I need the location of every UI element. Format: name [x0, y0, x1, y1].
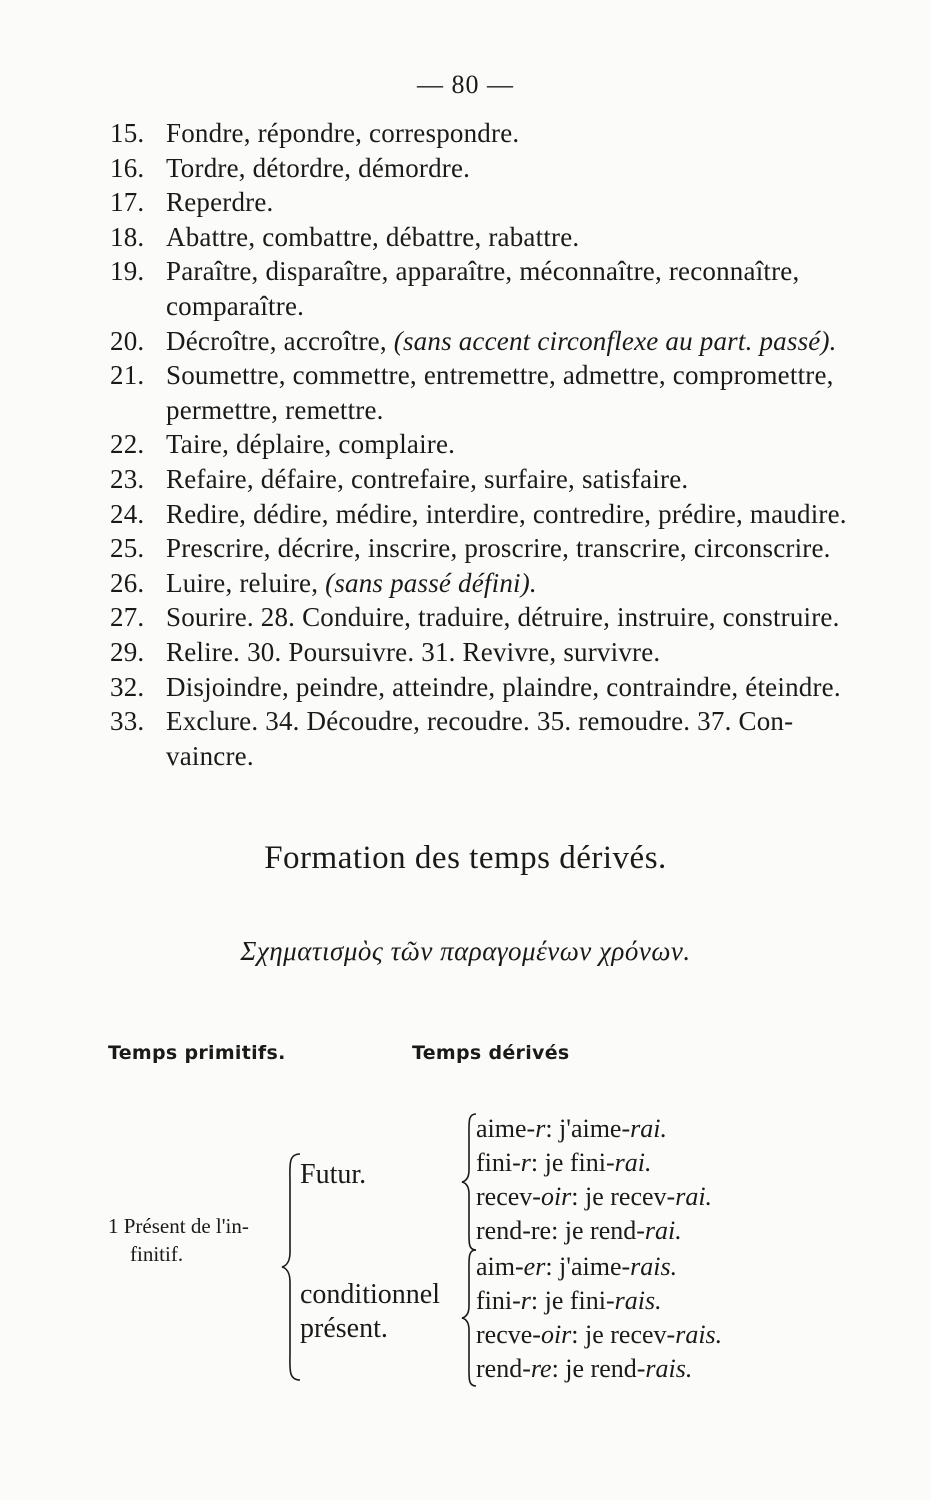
item-text: Exclure. 34. Découdre, recoudre. 35. remoudre. 37. Con- [166, 706, 794, 737]
left-brace [280, 1152, 302, 1382]
infinitive-stem: rend- [476, 1354, 531, 1383]
item-number: 20. [110, 325, 145, 356]
item-text: Décroître, accroître, [166, 325, 394, 356]
present-label-line: présent. [300, 1313, 388, 1344]
item-text: Taire, déplaire, complaire. [166, 429, 456, 460]
list-item [110, 358, 890, 393]
section-title: Formation des temps dérivés. [264, 840, 667, 876]
tense-suffix: rai. [614, 1148, 652, 1177]
conjugation-row [476, 1214, 896, 1248]
conjugated-stem: : je rend- [551, 1216, 645, 1245]
infinitive-ending: re [530, 1354, 552, 1383]
tense-suffix: rais. [675, 1320, 723, 1349]
infinitive-ending: r [520, 1286, 531, 1315]
item-text: Redire, dédire, médire, interdire, contredire, prédire, maudire. [166, 498, 847, 529]
item-text: Refaire, défaire, contrefaire, surfaire, satisfaire. [166, 463, 689, 494]
item-note: (sans passé défini). [325, 567, 537, 598]
item-number: 18. [110, 221, 145, 252]
item-text: Fondre, répondre, correspondre. [166, 118, 520, 148]
item-text: Tordre, détordre, démordre. [166, 152, 471, 183]
item-number: 29. [110, 636, 145, 667]
infinitive-ending: er [523, 1252, 546, 1281]
list-item-continuation [110, 289, 890, 324]
infinitive-stem: fini- [476, 1148, 521, 1177]
conjugation-row [476, 1284, 896, 1318]
conjugation-row [476, 1352, 896, 1386]
infinitive-ending: r [535, 1114, 546, 1143]
conjugated-stem: : j'aime- [545, 1252, 631, 1281]
conjugation-row [476, 1180, 896, 1214]
item-number: 24. [110, 498, 145, 529]
page-number: — 80 — [417, 70, 514, 99]
item-text: Sourire. 28. Conduire, traduire, détruire, instruire, construire. [166, 602, 840, 633]
item-number: 17. [110, 187, 145, 218]
conjugated-stem: : j'aime- [545, 1114, 631, 1143]
conjugated-stem: : je recev- [571, 1182, 676, 1211]
conjugation-row [476, 1146, 896, 1180]
item-number: 23. [110, 463, 145, 494]
tense-suffix: rai. [644, 1216, 682, 1245]
list-item [110, 185, 890, 220]
item-number: 19. [110, 256, 145, 287]
list-item [110, 116, 890, 151]
list-item [110, 151, 890, 186]
tense-suffix: rais. [645, 1354, 693, 1383]
infinitive-ending: oir [540, 1182, 572, 1211]
item-text: Luire, reluire, [166, 567, 326, 598]
item-number: 22. [110, 429, 145, 460]
conditionnel-label-line: conditionnel [300, 1279, 440, 1310]
infinitive-ending: oir [540, 1320, 572, 1349]
conditionnel-forms [476, 1250, 896, 1386]
primitive-tense-label [108, 1212, 288, 1268]
list-item-continuation [110, 393, 890, 428]
infinitive-stem: rend-re [476, 1216, 552, 1245]
item-text: vaincre. [166, 740, 254, 771]
list-item [110, 670, 890, 705]
conjugated-stem: : je fini- [530, 1148, 615, 1177]
item-number: 16. [110, 152, 145, 183]
conjugated-stem: : je fini- [530, 1286, 615, 1315]
tense-suffix: rais. [614, 1286, 662, 1315]
item-text: Reperdre. [166, 187, 274, 218]
item-number: 26. [110, 567, 145, 598]
list-item-continuation [110, 739, 890, 774]
list-item [110, 600, 890, 635]
tense-suffix: rais. [630, 1252, 678, 1281]
tense-suffix: rai. [675, 1182, 713, 1211]
list-item [110, 531, 890, 566]
list-item [110, 254, 890, 289]
item-number: 27. [110, 602, 145, 633]
primitive-label-line: finitif. [130, 1242, 184, 1266]
list-item [110, 704, 890, 739]
item-text: Prescrire, décrire, inscrire, proscrire, transcrire, circonscrire. [166, 533, 831, 564]
futur-forms [476, 1112, 896, 1248]
item-number: 33. [110, 706, 145, 737]
item-text: Disjoindre, peindre, atteindre, plaindre, contraindre, éteindre. [166, 671, 841, 702]
item-text: comparaître. [166, 290, 305, 321]
conjugated-stem: : je rend- [551, 1354, 646, 1383]
item-number: 25. [110, 533, 145, 564]
verb-list [110, 116, 890, 773]
item-text: Relire. 30. Poursuivre. 31. Revivre, survivre. [166, 636, 661, 667]
conjugated-stem: : je recev- [571, 1320, 676, 1349]
futur-label: Futur. [300, 1159, 367, 1190]
infinitive-stem: recve- [476, 1320, 541, 1349]
conjugation-row [476, 1250, 896, 1284]
primitive-label-line: 1 Présent de l'in- [108, 1214, 249, 1238]
list-item [110, 324, 890, 359]
infinitive-stem: aime- [476, 1114, 536, 1143]
item-note: (sans accent circonflexe au part. passé). [393, 325, 837, 356]
conjugation-row [476, 1318, 896, 1352]
list-item [110, 497, 890, 532]
item-text: Abattre, combattre, débattre, rabattre. [166, 221, 580, 252]
item-text: Soumettre, commettre, entremettre, admettre, compromettre, [166, 360, 834, 391]
item-number: 15. [110, 118, 145, 148]
greek-subtitle: Σχηματισμὸς τῶν παραγομένων χρόνων. [240, 936, 691, 966]
derived-tenses-header: Temps dérivés [412, 1042, 570, 1064]
list-item [110, 635, 890, 670]
list-item [110, 220, 890, 255]
item-text: Paraître, disparaître, apparaître, méconnaître, reconnaître, [166, 256, 800, 287]
infinitive-stem: fini- [476, 1286, 521, 1315]
tense-suffix: rai. [630, 1114, 667, 1143]
list-item [110, 566, 890, 601]
item-number: 32. [110, 671, 145, 702]
infinitive-stem: recev- [476, 1182, 541, 1211]
list-item [110, 427, 890, 462]
list-item [110, 462, 890, 497]
infinitive-ending: r [520, 1148, 531, 1177]
item-number: 21. [110, 360, 145, 391]
item-text: permettre, remettre. [166, 394, 384, 425]
primitive-tenses-header: Temps primitifs. [108, 1042, 286, 1064]
infinitive-stem: aim- [476, 1252, 524, 1281]
conjugation-row [476, 1112, 896, 1146]
